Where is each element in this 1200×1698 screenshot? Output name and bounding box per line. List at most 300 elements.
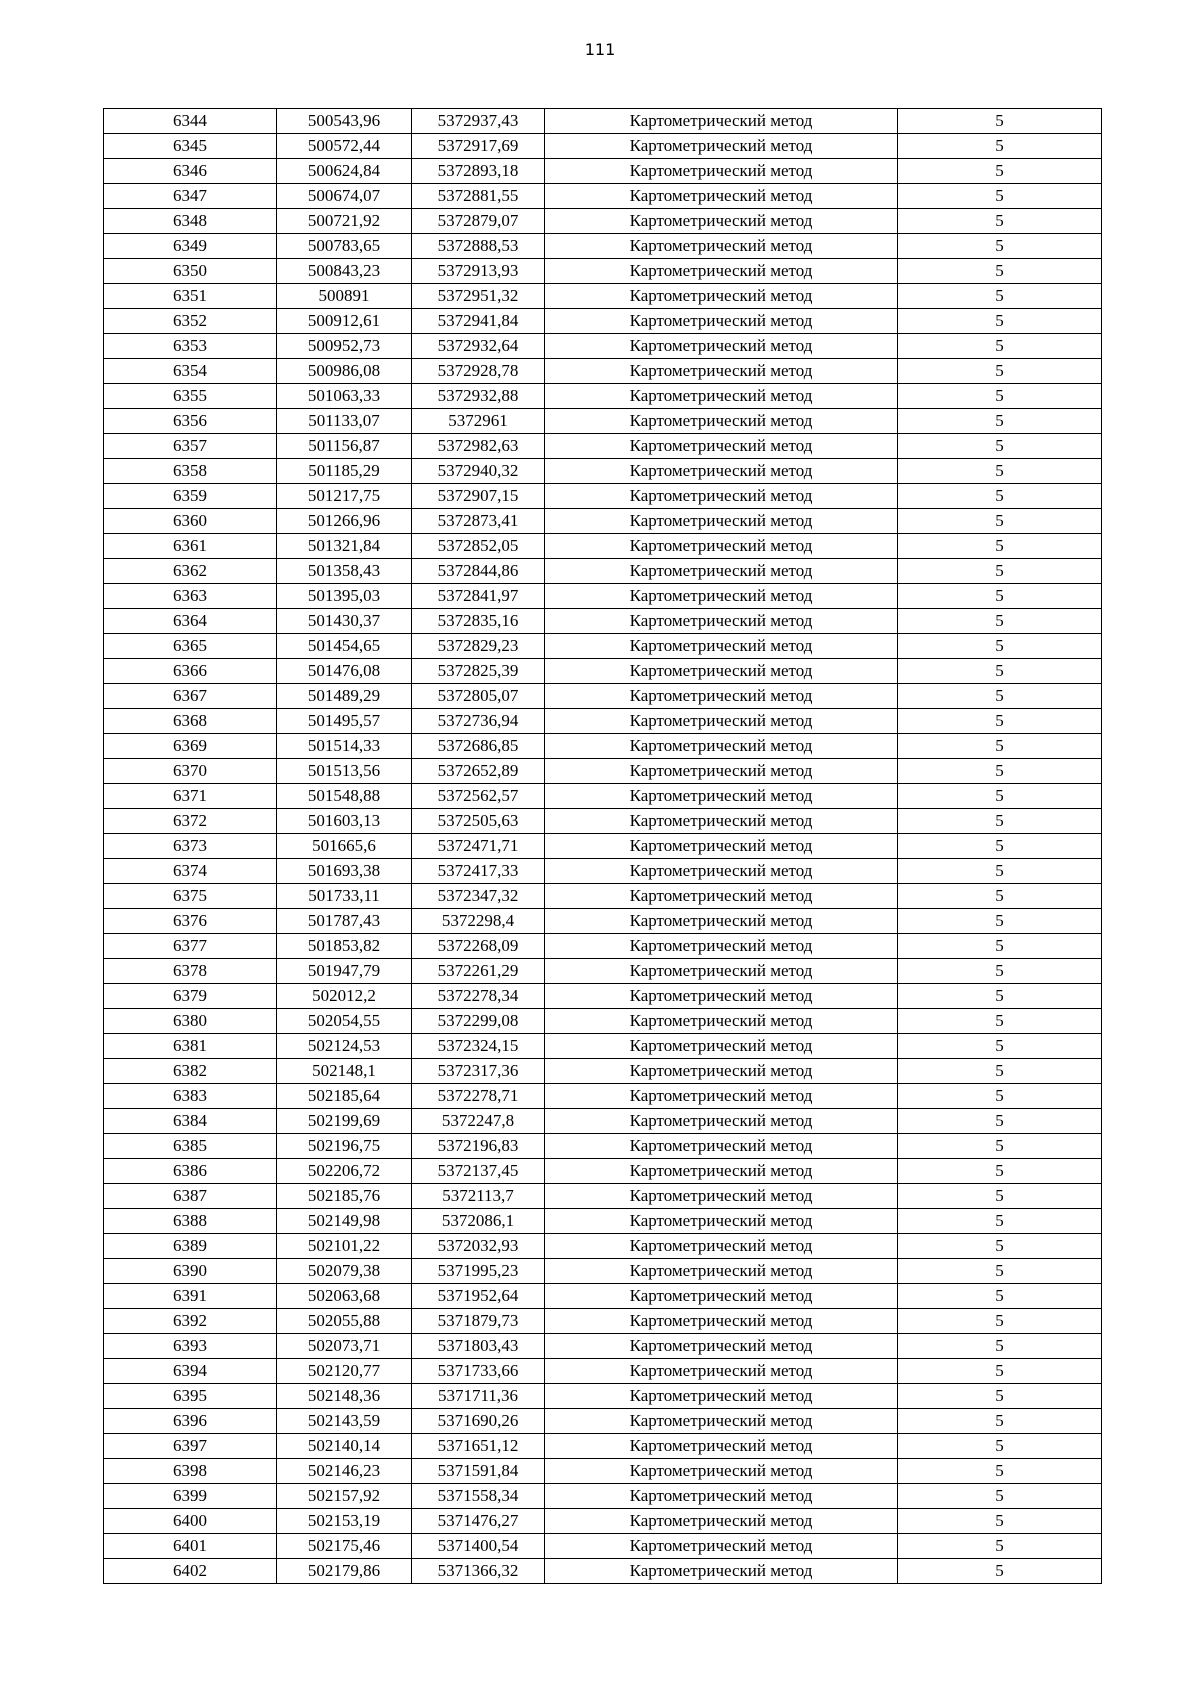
table-row [104,134,1102,159]
accuracy-cell: 5 [898,1484,1102,1509]
table-row [104,509,1102,534]
accuracy-cell: 5 [898,234,1102,259]
y-coordinate-cell: 5372940,32 [412,459,545,484]
y-coordinate-cell: 5372932,64 [412,334,545,359]
y-coordinate-cell: 5372562,57 [412,784,545,809]
table-row [104,1334,1102,1359]
table-row [104,1509,1102,1534]
method-cell: Картометрический метод [545,1159,898,1184]
table-row [104,1559,1102,1584]
method-cell: Картометрический метод [545,359,898,384]
point-number-cell: 6356 [104,409,277,434]
table-row [104,834,1102,859]
accuracy-cell: 5 [898,159,1102,184]
table-row [104,284,1102,309]
table-row [104,409,1102,434]
point-number-cell: 6359 [104,484,277,509]
y-coordinate-cell: 5372278,71 [412,1084,545,1109]
accuracy-cell: 5 [898,659,1102,684]
method-cell: Картометрический метод [545,809,898,834]
accuracy-cell: 5 [898,1309,1102,1334]
table-row [104,1084,1102,1109]
x-coordinate-cell: 502185,76 [277,1184,412,1209]
table-row [104,309,1102,334]
method-cell: Картометрический метод [545,334,898,359]
point-number-cell: 6363 [104,584,277,609]
table-row [104,1284,1102,1309]
method-cell: Картометрический метод [545,1284,898,1309]
accuracy-cell: 5 [898,334,1102,359]
point-number-cell: 6360 [104,509,277,534]
x-coordinate-cell: 500721,92 [277,209,412,234]
point-number-cell: 6399 [104,1484,277,1509]
point-number-cell: 6398 [104,1459,277,1484]
point-number-cell: 6347 [104,184,277,209]
table-row [104,459,1102,484]
accuracy-cell: 5 [898,1534,1102,1559]
method-cell: Картометрический метод [545,1184,898,1209]
y-coordinate-cell: 5372841,97 [412,584,545,609]
page-number: 111 [584,40,616,59]
y-coordinate-cell: 5372247,8 [412,1109,545,1134]
method-cell: Картометрический метод [545,1534,898,1559]
table-row [104,1434,1102,1459]
x-coordinate-cell: 500912,61 [277,309,412,334]
method-cell: Картометрический метод [545,1109,898,1134]
point-number-cell: 6372 [104,809,277,834]
y-coordinate-cell: 5372888,53 [412,234,545,259]
y-coordinate-cell: 5372317,36 [412,1059,545,1084]
x-coordinate-cell: 500952,73 [277,334,412,359]
table-row [104,1209,1102,1234]
point-number-cell: 6392 [104,1309,277,1334]
accuracy-cell: 5 [898,1359,1102,1384]
method-cell: Картометрический метод [545,309,898,334]
table-row [104,484,1102,509]
y-coordinate-cell: 5371558,34 [412,1484,545,1509]
accuracy-cell: 5 [898,1434,1102,1459]
point-number-cell: 6374 [104,859,277,884]
table-row [104,934,1102,959]
x-coordinate-cell: 501489,29 [277,684,412,709]
point-number-cell: 6366 [104,659,277,684]
accuracy-cell: 5 [898,109,1102,134]
accuracy-cell: 5 [898,784,1102,809]
method-cell: Картометрический метод [545,834,898,859]
accuracy-cell: 5 [898,959,1102,984]
table-row [104,1259,1102,1284]
y-coordinate-cell: 5372686,85 [412,734,545,759]
y-coordinate-cell: 5372471,71 [412,834,545,859]
point-number-cell: 6376 [104,909,277,934]
method-cell: Картометрический метод [545,1009,898,1034]
point-number-cell: 6358 [104,459,277,484]
method-cell: Картометрический метод [545,1359,898,1384]
y-coordinate-cell: 5372298,4 [412,909,545,934]
y-coordinate-cell: 5372913,93 [412,259,545,284]
method-cell: Картометрический метод [545,1384,898,1409]
point-number-cell: 6373 [104,834,277,859]
x-coordinate-cell: 500986,08 [277,359,412,384]
table-row [104,659,1102,684]
x-coordinate-cell: 502149,98 [277,1209,412,1234]
point-number-cell: 6393 [104,1334,277,1359]
accuracy-cell: 5 [898,1459,1102,1484]
method-cell: Картометрический метод [545,484,898,509]
y-coordinate-cell: 5372982,63 [412,434,545,459]
y-coordinate-cell: 5371803,43 [412,1334,545,1359]
accuracy-cell: 5 [898,134,1102,159]
x-coordinate-cell: 501217,75 [277,484,412,509]
accuracy-cell: 5 [898,359,1102,384]
x-coordinate-cell: 501693,38 [277,859,412,884]
point-number-cell: 6364 [104,609,277,634]
accuracy-cell: 5 [898,284,1102,309]
y-coordinate-cell: 5372829,23 [412,634,545,659]
method-cell: Картометрический метод [545,734,898,759]
x-coordinate-cell: 500674,07 [277,184,412,209]
table-row [104,634,1102,659]
accuracy-cell: 5 [898,1134,1102,1159]
point-number-cell: 6369 [104,734,277,759]
method-cell: Картометрический метод [545,634,898,659]
accuracy-cell: 5 [898,1284,1102,1309]
method-cell: Картометрический метод [545,1259,898,1284]
point-number-cell: 6385 [104,1134,277,1159]
x-coordinate-cell: 502196,75 [277,1134,412,1159]
table-row [104,1309,1102,1334]
accuracy-cell: 5 [898,509,1102,534]
y-coordinate-cell: 5372324,15 [412,1034,545,1059]
point-number-cell: 6396 [104,1409,277,1434]
y-coordinate-cell: 5371366,32 [412,1559,545,1584]
y-coordinate-cell: 5372835,16 [412,609,545,634]
coordinates-table [103,108,1102,1584]
method-cell: Картометрический метод [545,759,898,784]
x-coordinate-cell: 501665,6 [277,834,412,859]
y-coordinate-cell: 5372086,1 [412,1209,545,1234]
table-row [104,259,1102,284]
y-coordinate-cell: 5371591,84 [412,1459,545,1484]
x-coordinate-cell: 501548,88 [277,784,412,809]
table-row [104,784,1102,809]
accuracy-cell: 5 [898,1209,1102,1234]
x-coordinate-cell: 502185,64 [277,1084,412,1109]
method-cell: Картометрический метод [545,959,898,984]
table-row [104,959,1102,984]
x-coordinate-cell: 501321,84 [277,534,412,559]
accuracy-cell: 5 [898,734,1102,759]
x-coordinate-cell: 502175,46 [277,1534,412,1559]
y-coordinate-cell: 5372825,39 [412,659,545,684]
y-coordinate-cell: 5372941,84 [412,309,545,334]
x-coordinate-cell: 502146,23 [277,1459,412,1484]
point-number-cell: 6381 [104,1034,277,1059]
point-number-cell: 6400 [104,1509,277,1534]
method-cell: Картометрический метод [545,509,898,534]
table-row [104,1384,1102,1409]
x-coordinate-cell: 502179,86 [277,1559,412,1584]
accuracy-cell: 5 [898,1234,1102,1259]
point-number-cell: 6353 [104,334,277,359]
y-coordinate-cell: 5371995,23 [412,1259,545,1284]
method-cell: Картометрический метод [545,1334,898,1359]
x-coordinate-cell: 502148,36 [277,1384,412,1409]
x-coordinate-cell: 502073,71 [277,1334,412,1359]
accuracy-cell: 5 [898,409,1102,434]
table-row [104,609,1102,634]
y-coordinate-cell: 5372268,09 [412,934,545,959]
accuracy-cell: 5 [898,484,1102,509]
y-coordinate-cell: 5372032,93 [412,1234,545,1259]
method-cell: Картометрический метод [545,1234,898,1259]
x-coordinate-cell: 501430,37 [277,609,412,634]
y-coordinate-cell: 5372907,15 [412,484,545,509]
x-coordinate-cell: 502124,53 [277,1034,412,1059]
table-row [104,859,1102,884]
x-coordinate-cell: 501733,11 [277,884,412,909]
accuracy-cell: 5 [898,1059,1102,1084]
y-coordinate-cell: 5372417,33 [412,859,545,884]
x-coordinate-cell: 500624,84 [277,159,412,184]
method-cell: Картометрический метод [545,659,898,684]
point-number-cell: 6346 [104,159,277,184]
method-cell: Картометрический метод [545,1459,898,1484]
method-cell: Картометрический метод [545,1409,898,1434]
point-number-cell: 6390 [104,1259,277,1284]
method-cell: Картометрический метод [545,909,898,934]
accuracy-cell: 5 [898,1084,1102,1109]
y-coordinate-cell: 5372961 [412,409,545,434]
point-number-cell: 6362 [104,559,277,584]
y-coordinate-cell: 5372805,07 [412,684,545,709]
accuracy-cell: 5 [898,984,1102,1009]
point-number-cell: 6361 [104,534,277,559]
accuracy-cell: 5 [898,1384,1102,1409]
y-coordinate-cell: 5372879,07 [412,209,545,234]
point-number-cell: 6349 [104,234,277,259]
point-number-cell: 6386 [104,1159,277,1184]
x-coordinate-cell: 502206,72 [277,1159,412,1184]
x-coordinate-cell: 502153,19 [277,1509,412,1534]
x-coordinate-cell: 501787,43 [277,909,412,934]
y-coordinate-cell: 5372505,63 [412,809,545,834]
method-cell: Картометрический метод [545,134,898,159]
x-coordinate-cell: 502157,92 [277,1484,412,1509]
x-coordinate-cell: 502148,1 [277,1059,412,1084]
table-row [104,434,1102,459]
x-coordinate-cell: 501156,87 [277,434,412,459]
point-number-cell: 6371 [104,784,277,809]
accuracy-cell: 5 [898,1334,1102,1359]
x-coordinate-cell: 501514,33 [277,734,412,759]
y-coordinate-cell: 5372299,08 [412,1009,545,1034]
accuracy-cell: 5 [898,709,1102,734]
accuracy-cell: 5 [898,209,1102,234]
y-coordinate-cell: 5371952,64 [412,1284,545,1309]
table-row [104,809,1102,834]
y-coordinate-cell: 5372917,69 [412,134,545,159]
accuracy-cell: 5 [898,384,1102,409]
point-number-cell: 6389 [104,1234,277,1259]
x-coordinate-cell: 501476,08 [277,659,412,684]
point-number-cell: 6401 [104,1534,277,1559]
table-row [104,1234,1102,1259]
accuracy-cell: 5 [898,559,1102,584]
table-row [104,359,1102,384]
accuracy-cell: 5 [898,909,1102,934]
y-coordinate-cell: 5371733,66 [412,1359,545,1384]
method-cell: Картометрический метод [545,859,898,884]
method-cell: Картометрический метод [545,109,898,134]
table-row [104,384,1102,409]
accuracy-cell: 5 [898,1409,1102,1434]
point-number-cell: 6394 [104,1359,277,1384]
y-coordinate-cell: 5372881,55 [412,184,545,209]
x-coordinate-cell: 501133,07 [277,409,412,434]
y-coordinate-cell: 5371711,36 [412,1384,545,1409]
y-coordinate-cell: 5372852,05 [412,534,545,559]
table-row [104,209,1102,234]
table-row [104,984,1102,1009]
y-coordinate-cell: 5372873,41 [412,509,545,534]
accuracy-cell: 5 [898,534,1102,559]
x-coordinate-cell: 501947,79 [277,959,412,984]
point-number-cell: 6351 [104,284,277,309]
method-cell: Картометрический метод [545,1084,898,1109]
point-number-cell: 6382 [104,1059,277,1084]
y-coordinate-cell: 5372893,18 [412,159,545,184]
method-cell: Картометрический метод [545,884,898,909]
x-coordinate-cell: 501853,82 [277,934,412,959]
table-row [104,559,1102,584]
table-row [104,909,1102,934]
point-number-cell: 6367 [104,684,277,709]
accuracy-cell: 5 [898,1034,1102,1059]
point-number-cell: 6354 [104,359,277,384]
x-coordinate-cell: 500891 [277,284,412,309]
point-number-cell: 6387 [104,1184,277,1209]
method-cell: Картометрический метод [545,434,898,459]
x-coordinate-cell: 500843,23 [277,259,412,284]
x-coordinate-cell: 502199,69 [277,1109,412,1134]
x-coordinate-cell: 502055,88 [277,1309,412,1334]
accuracy-cell: 5 [898,1509,1102,1534]
y-coordinate-cell: 5372196,83 [412,1134,545,1159]
table-row [104,109,1102,134]
x-coordinate-cell: 502063,68 [277,1284,412,1309]
point-number-cell: 6365 [104,634,277,659]
point-number-cell: 6375 [104,884,277,909]
method-cell: Картометрический метод [545,409,898,434]
y-coordinate-cell: 5372261,29 [412,959,545,984]
table-row [104,1409,1102,1434]
table-row [104,334,1102,359]
y-coordinate-cell: 5372951,32 [412,284,545,309]
accuracy-cell: 5 [898,759,1102,784]
method-cell: Картометрический метод [545,284,898,309]
table-row [104,734,1102,759]
y-coordinate-cell: 5371690,26 [412,1409,545,1434]
method-cell: Картометрический метод [545,1509,898,1534]
table-row [104,1534,1102,1559]
table-row [104,1059,1102,1084]
method-cell: Картометрический метод [545,559,898,584]
point-number-cell: 6344 [104,109,277,134]
accuracy-cell: 5 [898,809,1102,834]
point-number-cell: 6383 [104,1084,277,1109]
method-cell: Картометрический метод [545,384,898,409]
table-row [104,234,1102,259]
method-cell: Картометрический метод [545,534,898,559]
method-cell: Картометрический метод [545,1059,898,1084]
accuracy-cell: 5 [898,859,1102,884]
method-cell: Картометрический метод [545,984,898,1009]
accuracy-cell: 5 [898,184,1102,209]
method-cell: Картометрический метод [545,1434,898,1459]
table-row [104,184,1102,209]
x-coordinate-cell: 501358,43 [277,559,412,584]
x-coordinate-cell: 501395,03 [277,584,412,609]
x-coordinate-cell: 501454,65 [277,634,412,659]
point-number-cell: 6402 [104,1559,277,1584]
y-coordinate-cell: 5372932,88 [412,384,545,409]
point-number-cell: 6379 [104,984,277,1009]
x-coordinate-cell: 501063,33 [277,384,412,409]
accuracy-cell: 5 [898,634,1102,659]
point-number-cell: 6391 [104,1284,277,1309]
accuracy-cell: 5 [898,684,1102,709]
y-coordinate-cell: 5372278,34 [412,984,545,1009]
y-coordinate-cell: 5371476,27 [412,1509,545,1534]
y-coordinate-cell: 5372652,89 [412,759,545,784]
accuracy-cell: 5 [898,884,1102,909]
x-coordinate-cell: 501495,57 [277,709,412,734]
table-row [104,1134,1102,1159]
table-row [104,1009,1102,1034]
accuracy-cell: 5 [898,434,1102,459]
table-row [104,1484,1102,1509]
point-number-cell: 6345 [104,134,277,159]
point-number-cell: 6355 [104,384,277,409]
x-coordinate-cell: 502054,55 [277,1009,412,1034]
method-cell: Картометрический метод [545,1309,898,1334]
method-cell: Картометрический метод [545,609,898,634]
accuracy-cell: 5 [898,1109,1102,1134]
method-cell: Картометрический метод [545,234,898,259]
y-coordinate-cell: 5372937,43 [412,109,545,134]
point-number-cell: 6357 [104,434,277,459]
method-cell: Картометрический метод [545,1559,898,1584]
y-coordinate-cell: 5371400,54 [412,1534,545,1559]
accuracy-cell: 5 [898,1009,1102,1034]
x-coordinate-cell: 501603,13 [277,809,412,834]
method-cell: Картометрический метод [545,259,898,284]
point-number-cell: 6395 [104,1384,277,1409]
point-number-cell: 6348 [104,209,277,234]
x-coordinate-cell: 502140,14 [277,1434,412,1459]
x-coordinate-cell: 502012,2 [277,984,412,1009]
table-row [104,709,1102,734]
point-number-cell: 6384 [104,1109,277,1134]
point-number-cell: 6397 [104,1434,277,1459]
table-row [104,159,1102,184]
accuracy-cell: 5 [898,834,1102,859]
accuracy-cell: 5 [898,309,1102,334]
table-row [104,1459,1102,1484]
y-coordinate-cell: 5372113,7 [412,1184,545,1209]
accuracy-cell: 5 [898,584,1102,609]
